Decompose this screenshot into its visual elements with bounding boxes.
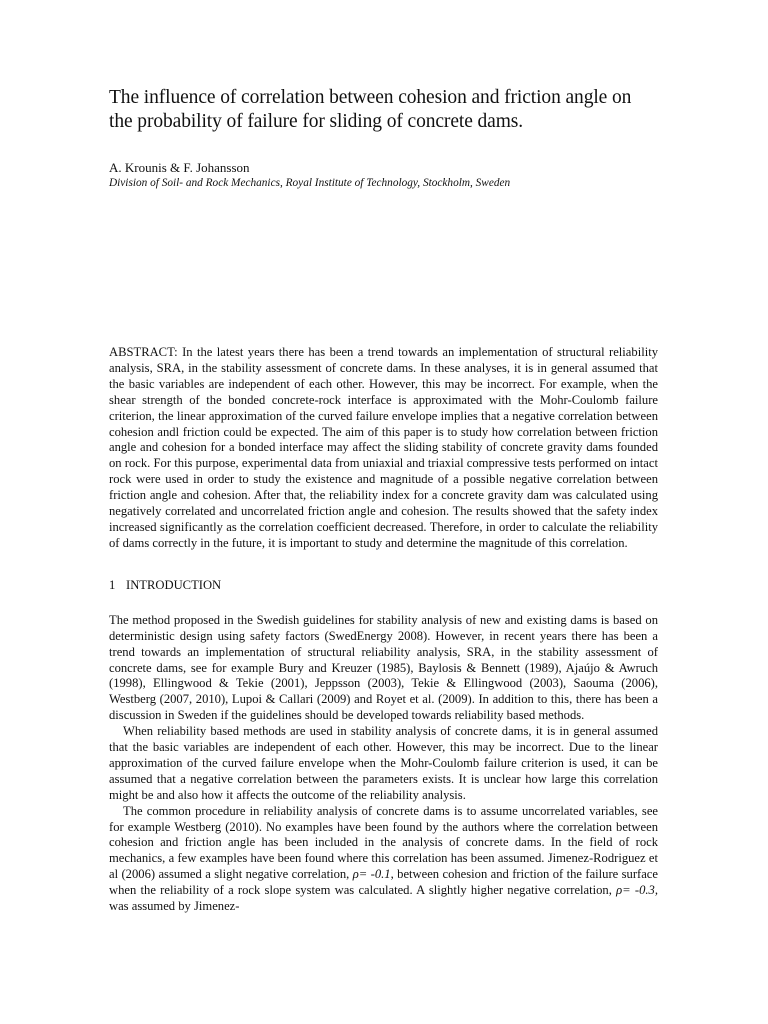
correlation-value-2: ρ= -0.3, bbox=[616, 883, 658, 898]
intro-paragraph-3-part-1: The common procedure in reliability analysis of concrete dams is to assume uncorrelated variables, see for example Westberg (2010). No examples have been found by the authors where the correlation between cohesion and friction angle has been included in the analysis of concrete dams. In the field of rock mechanics, a few examples have been found where this correlation has been assumed. Jimenez-Rodriguez et al (2006) assumed a slight negative correlation, bbox=[109, 803, 658, 882]
paper-title: The influence of correlation between cohesion and friction angle on the probability of failure for sliding of concrete dams. bbox=[109, 87, 632, 132]
correlation-value-1: ρ= -0.1 bbox=[352, 867, 391, 882]
intro-paragraph-1: The method proposed in the Swedish guidelines for stability analysis of new and existing dams is based on deterministic design using safety factors (SwedEnergy 2008). However, in recent years there has been a trend towards an implementation of structural reliability analysis, SRA, in the stability assessment of concrete dams, see for example Bury and Kreuzer (1985), Baylosis & Bennett (1989), Ajaújo & Awruch (1998), Ellingwood & Tekie (2001), Jeppsson (2003), Tekie & Ellingwood (2003), Saouma (2006), Westberg (2007, 2010), Lupoi & Callari (2009) and Royet et al. (2009). In addition to this, there has been a discussion in Sweden if the guidelines should be developed towards reliability based methods. bbox=[109, 612, 658, 723]
section-heading bbox=[109, 577, 658, 593]
introduction-body bbox=[109, 613, 658, 915]
paper-authors: A. Krounis & F. Johansson bbox=[109, 160, 250, 175]
intro-paragraph-3-part-2: , between cohesion and friction of the failure surface when the reliability of a rock slope system was calculated. A slightly higher negative correlation, bbox=[109, 867, 658, 898]
intro-paragraph-3-part-3: was assumed by Jimenez- bbox=[109, 899, 240, 914]
section-title: INTRODUCTION bbox=[126, 577, 222, 592]
abstract-paragraph: ABSTRACT: In the latest years there has been a trend towards an implementation of structural reliability analysis, SRA, in the stability assessment of concrete dams. In these analyses, it is in general assumed that the basic variables are independent of each other. However, this may be incorrect. For example, when the shear strength of the bonded concrete-rock interface is approximated with the Mohr-Coulomb failure criterion, the linear approximation of the curved failure envelope implies that a negative correlation between cohesion andl friction could be expected. The aim of this paper is to study how correlation between friction angle and cohesion for a bonded interface may affect the sliding stability of concrete gravity dams founded on rock. For this purpose, experimental data from uniaxial and triaxial compressive tests performed on intact rock were used in order to study the existence and magnitude of a possible negative correlation between friction angle and cohesion. After that, the reliability index for a concrete gravity dam was calculated using negatively correlated and uncorrelated friction angle and cohesion. The results showed that the safety index increased significantly as the correlation coefficient decreased. Therefore, in order to calculate the reliability of dams correctly in the future, it is important to study and determine the magnitude of this correlation. bbox=[109, 345, 658, 550]
paper-page bbox=[109, 86, 658, 915]
intro-paragraph-2: When reliability based methods are used in stability analysis of concrete dams, it is in general assumed that the basic variables are independent of each other. However, this may be incorrect. Due to the linear approximation of the curved failure envelope when the Mohr-Coulomb failure criterion is used, it can be assumed that a negative correlation between the parameters exists. It is unclear how large this correlation might be and also how it affects the outcome of the reliability analysis. bbox=[109, 724, 658, 802]
intro-paragraph-3 bbox=[109, 804, 658, 915]
section-number: 1 bbox=[109, 577, 116, 592]
paper-affiliation: Division of Soil- and Rock Mechanics, Royal Institute of Technology, Stockholm, Sweden bbox=[109, 177, 511, 189]
